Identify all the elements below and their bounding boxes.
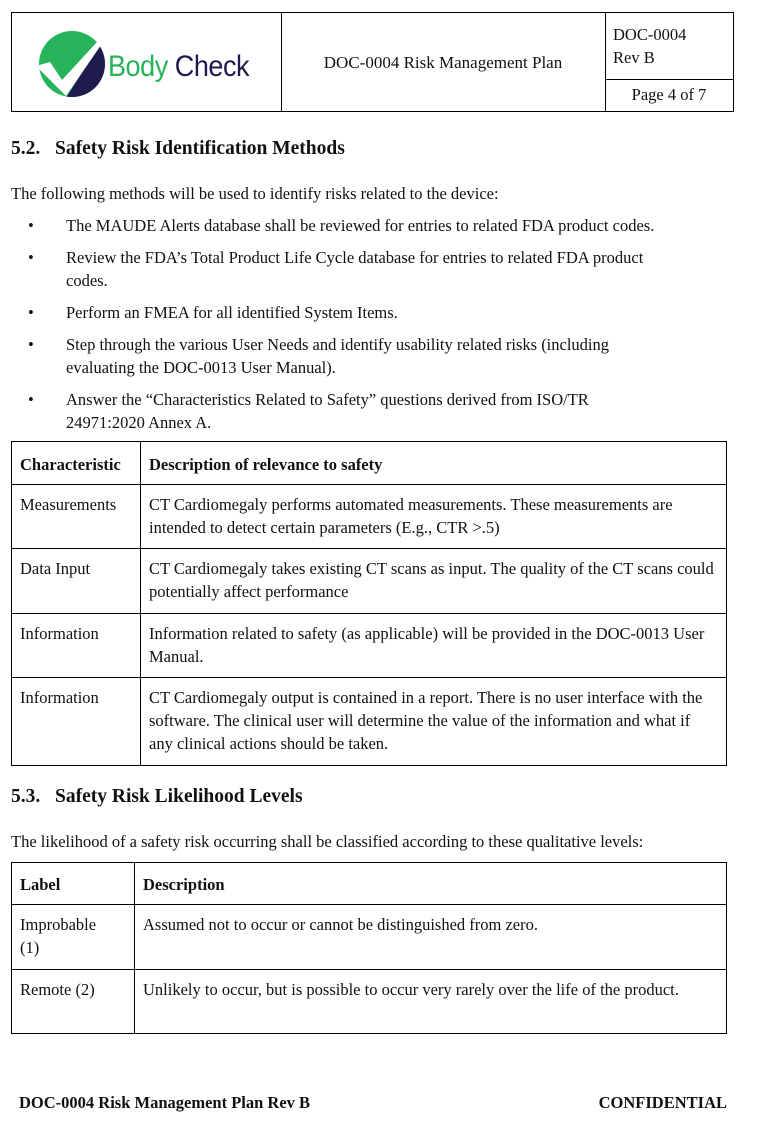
list-item (11, 388, 731, 434)
section-intro: The following methods will be used to identify risks related to the device: (11, 184, 499, 203)
list-item-text: Review the FDA’s Total Product Life Cycle database for entries to related FDA product codes. (66, 248, 644, 290)
logo-wordmark (108, 50, 249, 84)
section-heading-5-3 (11, 786, 303, 808)
table-cell: Data Input (12, 549, 141, 614)
document-title: DOC-0004 Risk Management Plan (281, 13, 606, 112)
column-header: Description of relevance to safety (141, 442, 727, 485)
bullet-icon: • (28, 335, 34, 354)
section-intro: The likelihood of a safety risk occurring shall be classified according to these qualitative levels: (11, 832, 644, 851)
section-heading-5-2 (11, 138, 345, 160)
table-cell: Information (12, 678, 141, 766)
bullet-icon: • (28, 303, 34, 322)
doc-revision: Rev B (613, 48, 655, 67)
table-row (12, 485, 727, 549)
safety-characteristics-table (11, 441, 727, 766)
likelihood-levels-table (11, 862, 727, 1034)
table-cell: Information related to safety (as applicable) will be provided in the DOC-0013 User Manual. (141, 614, 727, 678)
table-cell: CT Cardiomegaly output is contained in a report. There is no user interface with the software. The clinical user will determine the value of the information and what if any clinical actions should be taken. (141, 678, 727, 766)
table-header-row (12, 442, 727, 485)
table-row (12, 678, 727, 766)
list-item-text: The MAUDE Alerts database shall be reviewed for entries to related FDA product codes. (66, 216, 655, 235)
section-number: 5.3. (11, 786, 41, 807)
doc-meta-cell (605, 12, 734, 112)
section-title: Safety Risk Likelihood Levels (55, 786, 303, 807)
column-header: Characteristic (12, 442, 141, 485)
methods-list (11, 214, 731, 443)
table-cell: Unlikely to occur, but is possible to occur very rarely over the life of the product. (135, 970, 727, 1034)
table-cell: Measurements (12, 485, 141, 549)
section-title: Safety Risk Identification Methods (55, 138, 345, 159)
divider (605, 79, 733, 80)
bullet-icon: • (28, 216, 34, 235)
bullet-icon: • (28, 390, 34, 409)
table-row (12, 549, 727, 614)
list-item (11, 246, 731, 292)
footer-confidential: CONFIDENTIAL (598, 1093, 727, 1112)
list-item-text: Perform an FMEA for all identified System Items. (66, 303, 398, 322)
list-item (11, 301, 731, 324)
document-header (11, 12, 733, 112)
table-cell: Assumed not to occur or cannot be distinguished from zero. (135, 905, 727, 970)
column-header: Label (12, 863, 135, 905)
doc-id: DOC-0004 (613, 25, 687, 44)
logo-cell (12, 13, 282, 112)
table-cell: Information (12, 614, 141, 678)
table-header-row (12, 863, 727, 905)
page-number: Page 4 of 7 (631, 85, 707, 104)
list-item (11, 333, 731, 379)
footer-document-name: DOC-0004 Risk Management Plan Rev B (19, 1093, 311, 1112)
column-header: Description (135, 863, 727, 905)
table-row (12, 970, 727, 1034)
logo-word-check: Check (174, 50, 250, 83)
section-number: 5.2. (11, 138, 41, 159)
logo-word-body: Body (108, 50, 168, 83)
table-row (12, 905, 727, 970)
table-cell: Improbable (1) (12, 905, 135, 970)
doc-id-rev (613, 23, 686, 69)
table-cell: CT Cardiomegaly takes existing CT scans as input. The quality of the CT scans could potentially affect performance (141, 549, 727, 614)
list-item (11, 214, 731, 237)
list-item-text: Answer the “Characteristics Related to Safety” questions derived from ISO/TR 24971:2020 Annex A. (66, 390, 589, 432)
list-item-text: Step through the various User Needs and identify usability related risks (including evaluating the DOC-0013 User Manual). (66, 335, 610, 377)
table-row (12, 614, 727, 678)
table-cell: CT Cardiomegaly performs automated measurements. These measurements are intended to detect certain parameters (E.g., CTR >.5) (141, 485, 727, 549)
bullet-icon: • (28, 248, 34, 267)
checkmark-circle-icon (36, 28, 110, 98)
table-cell: Remote (2) (12, 970, 135, 1034)
